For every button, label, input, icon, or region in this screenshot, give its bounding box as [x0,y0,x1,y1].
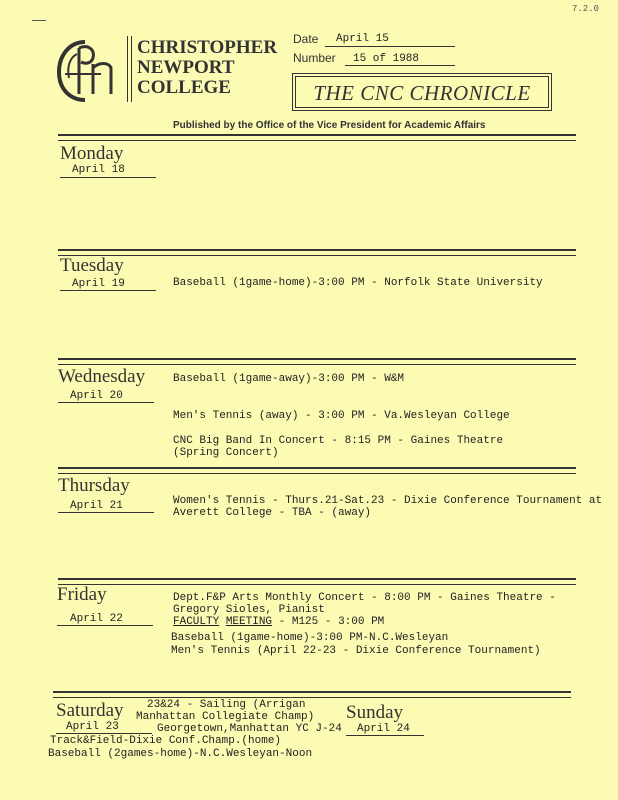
section-rule-monday [58,134,576,141]
date-underline-thursday [58,512,154,513]
event-thursday-1: Women's Tennis - Thurs.21-Sat.23 - Dixie Conference Tournament at [173,495,603,507]
section-rule-tuesday [58,249,576,256]
margin-mark [32,20,46,21]
corner-mark: 7.2.0 [572,4,600,14]
event-saturday-3: Georgetown,Manhattan YC J-24 [157,723,342,735]
section-rule-saturday [53,691,571,698]
day-date-thursday: April 21 [70,500,123,512]
day-name-friday: Friday [57,584,107,605]
day-date-sunday: April 24 [357,723,410,735]
number-label: Number [293,51,336,65]
event-wednesday-4: (Spring Concert) [173,447,279,459]
day-name-sunday: Sunday [346,702,403,723]
event-tuesday-1: Baseball (1game-home)-3:00 PM - Norfolk State University [173,277,543,289]
day-name-saturday: Saturday [56,700,124,721]
event-wednesday-1: Baseball (1game-away)-3:00 PM - W&M [173,373,405,385]
date-underline-tuesday [60,290,156,291]
college-monogram-logo [55,34,125,106]
day-name-monday: Monday [60,143,124,164]
event-wednesday-2: Men's Tennis (away) - 3:00 PM - Va.Wesleyan College [173,410,510,422]
college-name-line3: COLLEGE [137,77,231,98]
date-underline-friday [57,625,153,626]
date-underline-sunday [346,735,424,736]
event-friday-1: Dept.F&P Arts Monthly Concert - 8:00 PM - Gaines Theatre - [173,592,556,604]
number-underline [345,65,455,66]
date-underline [325,46,455,47]
section-rule-thursday [58,467,576,474]
date-underline-monday [60,177,156,178]
number-value: 15 of 1988 [353,53,420,65]
date-underline-wednesday [58,402,154,403]
masthead-title: THE CNC CHRONICLE [313,81,531,105]
published-by: Published by the Office of the Vice President for Academic Affairs [173,120,486,131]
logo-divider [127,36,128,102]
event-friday-5: Men's Tennis (April 22-23 - Dixie Conference Tournament) [171,645,541,657]
date-label: Date [293,32,319,46]
college-name-line2: NEWPORT [137,57,235,78]
day-date-wednesday: April 20 [70,390,123,402]
event-saturday-5: Baseball (2games-home)-N.C.Wesleyan-Noon [48,748,313,760]
event-thursday-2: Averett College - TBA - (away) [173,507,372,519]
section-rule-friday [58,578,576,585]
day-name-tuesday: Tuesday [60,255,124,276]
masthead-box [292,73,552,111]
event-friday-2: Gregory Sioles, Pianist [173,604,325,616]
day-date-monday: April 18 [72,164,125,176]
day-date-tuesday: April 19 [72,278,125,290]
event-wednesday-3: CNC Big Band In Concert - 8:15 PM - Gaines Theatre [173,435,504,447]
college-name-line1: CHRISTOPHER [137,37,278,58]
meeting-detail: - M125 - 3:00 PM [278,616,385,628]
date-value: April 15 [336,33,389,45]
day-name-thursday: Thursday [58,475,130,496]
event-friday-4: Baseball (1game-home)-3:00 PM-N.C.Wesleyan [171,632,449,644]
day-date-friday: April 22 [70,613,123,625]
college-name [137,38,277,98]
event-saturday-4: Track&Field-Dixie Conf.Champ.(home) [50,735,282,747]
faculty-word: FACULTY [173,616,220,628]
event-saturday-2: Manhattan Collegiate Champ) [136,711,315,723]
event-friday-3 [173,615,384,629]
event-saturday-1: 23&24 - Sailing (Arrigan [147,699,306,711]
day-date-saturday: April 23 [66,721,119,733]
logo-divider-2 [131,36,132,102]
section-rule-wednesday [58,358,576,365]
meeting-word: MEETING [225,616,273,628]
day-name-wednesday: Wednesday [58,366,146,387]
